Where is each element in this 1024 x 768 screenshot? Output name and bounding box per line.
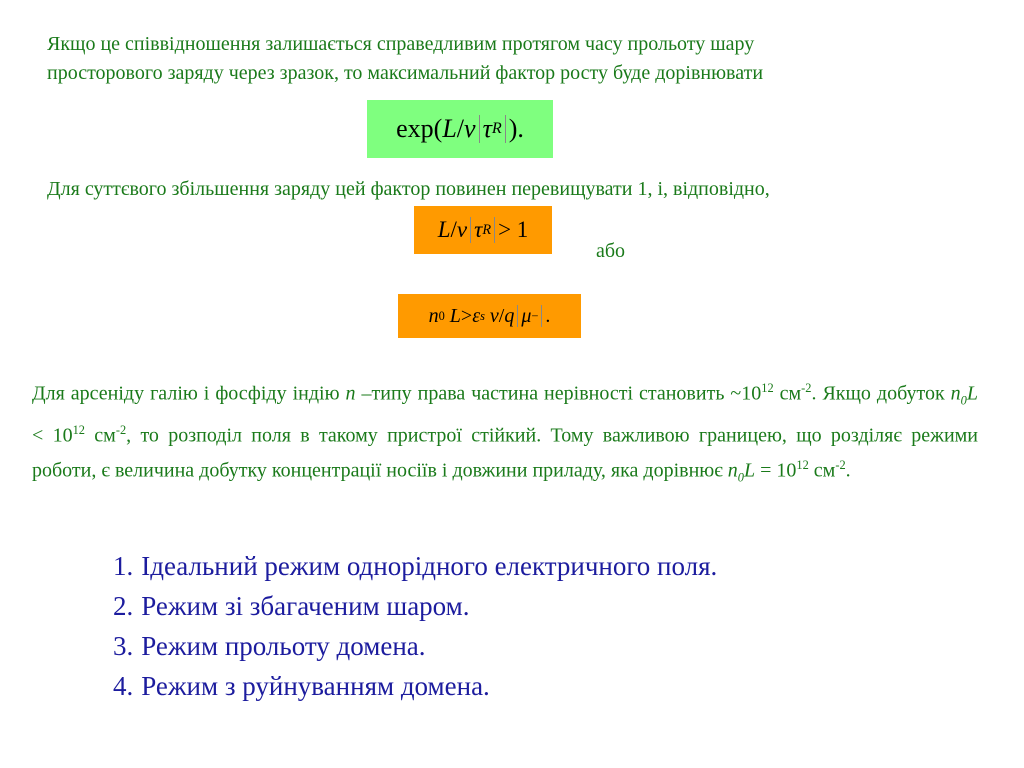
formula3-n-sub: 0 bbox=[438, 308, 445, 323]
condition-paragraph: Для суттєвого збільшення заряду цей фактор повинен перевищувати 1, і, відповідно, bbox=[47, 178, 770, 200]
p3-n0b-0: 0 bbox=[737, 470, 744, 485]
formula3-q: q bbox=[504, 304, 515, 327]
list-item bbox=[113, 626, 717, 666]
formula3-gt: > bbox=[460, 304, 473, 327]
p3-t10: . bbox=[845, 459, 851, 482]
p3-t8: = 10 bbox=[755, 459, 797, 482]
p3-sup12b: 12 bbox=[72, 423, 85, 438]
intro-line-1: Якщо це співвідношення залишається справедливим протягом часу прольоту шару bbox=[47, 33, 755, 55]
list-item-label: Режим зі збагаченим шаром. bbox=[141, 591, 470, 621]
p3-t7: , то розподіл поля в такому пристрої стійкий. Тому важливою границею, що розділяє режими роботи, є величина добутку концентрації носіїв і довжини приладу, яка дорівнює bbox=[32, 424, 979, 482]
p3-supm2c: -2 bbox=[835, 458, 846, 473]
p3-n: n bbox=[345, 382, 356, 405]
formula3-mu: μ bbox=[521, 304, 532, 327]
abs-bar-left bbox=[517, 305, 518, 327]
list-item bbox=[113, 666, 717, 706]
formula1-suffix: ). bbox=[508, 114, 524, 143]
p3-t4: . Якщо добуток bbox=[811, 382, 951, 405]
formula3-slash: / bbox=[498, 304, 505, 327]
p3-n0-n: n bbox=[950, 382, 961, 405]
p3-t5: < 10 bbox=[32, 424, 73, 447]
p3-t9: см bbox=[808, 459, 836, 482]
p3-n0-0: 0 bbox=[960, 393, 967, 408]
growth-factor-formula bbox=[367, 100, 553, 158]
list-item bbox=[113, 546, 717, 586]
abs-bar-right bbox=[505, 115, 506, 144]
formula2-rhs: > 1 bbox=[498, 217, 529, 242]
p3-n0b-n: n bbox=[727, 459, 738, 482]
list-item bbox=[113, 586, 717, 626]
list-item-number: 1. bbox=[113, 551, 134, 581]
modes-list bbox=[113, 546, 717, 706]
or-word: або bbox=[596, 240, 626, 262]
p3-t2: –типу права частина нерівності становить ~10 bbox=[355, 382, 762, 405]
p3-supm2b: -2 bbox=[115, 423, 127, 438]
list-item-number: 2. bbox=[113, 591, 134, 621]
list-item-number: 3. bbox=[113, 631, 134, 661]
formula1-tau: τ bbox=[482, 114, 492, 143]
formula3-mu-sub: − bbox=[531, 308, 539, 323]
abs-bar-right bbox=[541, 305, 542, 327]
p3-n0b-L: L bbox=[744, 459, 756, 482]
abs-bar-left bbox=[479, 115, 480, 144]
formula2-slash: / bbox=[450, 217, 457, 242]
formula3-eps: ε bbox=[472, 304, 481, 327]
formula3-L: L bbox=[449, 304, 461, 327]
list-item-label: Режим з руйнуванням домена. bbox=[141, 671, 490, 701]
abs-bar-right bbox=[494, 217, 495, 242]
intro-line-2: просторового заряду через зразок, то максимальний фактор росту буде дорівнювати bbox=[47, 62, 764, 84]
gaas-paragraph bbox=[32, 374, 978, 493]
p3-sup12a: 12 bbox=[761, 381, 774, 395]
intro-paragraph bbox=[47, 30, 997, 88]
formula1-slash: / bbox=[456, 114, 465, 143]
abs-bar-left bbox=[470, 217, 471, 242]
formula3-v: v bbox=[489, 304, 499, 327]
formula3-n: n bbox=[428, 304, 439, 327]
p3-t6: см bbox=[84, 424, 116, 447]
p3-t3: см bbox=[773, 382, 802, 405]
formula1-prefix: exp( bbox=[396, 114, 443, 143]
formula2-R: R bbox=[482, 221, 492, 238]
p3-n0-L: L bbox=[966, 382, 978, 405]
concentration-formula bbox=[398, 294, 581, 338]
formula2-v: v bbox=[456, 217, 468, 242]
p3-supm2a: -2 bbox=[801, 381, 812, 395]
formula3-suffix: . bbox=[545, 304, 551, 327]
inequality-formula bbox=[414, 206, 552, 254]
formula1-R: R bbox=[491, 120, 502, 137]
formula1-v: v bbox=[464, 114, 476, 143]
list-item-number: 4. bbox=[113, 671, 134, 701]
p3-t1: Для арсеніду галію і фосфіду індію bbox=[32, 382, 346, 405]
p3-sup12c: 12 bbox=[796, 458, 809, 473]
formula3-eps-sub: s bbox=[480, 308, 485, 323]
formula2-tau: τ bbox=[474, 217, 483, 242]
list-item-label: Режим прольоту домена. bbox=[141, 631, 426, 661]
list-item-label: Ідеальний режим однорідного електричного поля. bbox=[141, 551, 718, 581]
formula2-L: L bbox=[437, 217, 451, 242]
formula1-L: L bbox=[442, 114, 457, 143]
